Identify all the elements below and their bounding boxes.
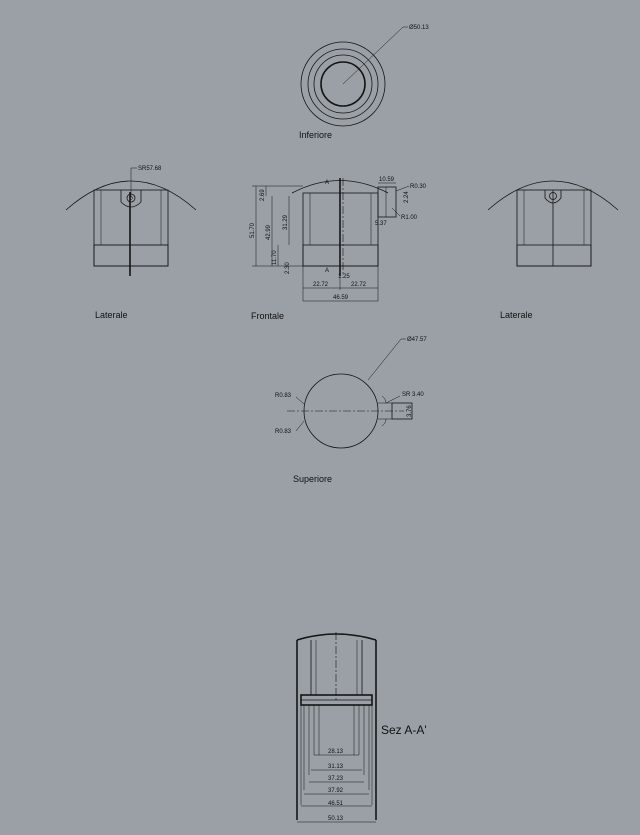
view-section [297, 632, 427, 822]
frontale-height: 51.70 [250, 222, 256, 238]
laterale-left-label: Laterale [95, 310, 128, 320]
section-width-2: 31.13 [328, 764, 344, 770]
superiore-v376: 3.76 [407, 405, 413, 417]
frontale-v230: 2.30 [285, 262, 291, 274]
section-label: Sez A-A' [381, 723, 427, 737]
view-superiore [275, 337, 427, 484]
superiore-label: Superiore [293, 474, 333, 484]
frontale-label: Frontale [251, 311, 285, 321]
frontale-v537: 5.37 [375, 221, 387, 227]
section-mark-bottom: A [325, 268, 330, 274]
inferiore-label: Inferiore [299, 130, 333, 140]
frontale-v224: 2.24 [404, 191, 410, 203]
frontale-v4299: 42.99 [266, 224, 272, 240]
superiore-sr340: SR 3.40 [402, 392, 424, 398]
view-laterale-left [66, 166, 196, 320]
frontale-half-right: 22.72 [351, 282, 367, 288]
superiore-diameter: Ø47.57 [407, 337, 427, 343]
frontale-r030: R0.30 [410, 184, 427, 190]
laterale-right-label: Laterale [500, 310, 533, 320]
view-frontale [250, 177, 427, 321]
section-mark-top: A [325, 180, 330, 186]
view-laterale-right [488, 181, 618, 320]
frontale-half-left: 22.72 [313, 282, 329, 288]
frontale-v1170: 11.70 [272, 250, 278, 265]
frontale-total: 46.59 [333, 295, 349, 301]
inferiore-diameter: Ø50.13 [409, 25, 429, 31]
superiore-r083-top: R0.83 [275, 393, 292, 399]
section-width-6: 50.13 [328, 816, 344, 822]
section-width-5: 46.51 [328, 801, 344, 807]
frontale-r100: R1.00 [401, 215, 418, 221]
frontale-v269: 2.69 [260, 189, 266, 201]
view-inferiore [299, 25, 429, 140]
frontale-top-width: 10.59 [379, 177, 395, 183]
frontale-v125: 1.25 [338, 274, 350, 280]
superiore-r083-bottom: R0.83 [275, 429, 292, 435]
laterale-radius: SR57.68 [138, 166, 162, 172]
section-width-1: 28.13 [328, 749, 344, 755]
section-width-4: 37.92 [328, 788, 344, 794]
frontale-v3129: 31.29 [283, 214, 289, 230]
section-width-3: 37.23 [328, 776, 344, 782]
